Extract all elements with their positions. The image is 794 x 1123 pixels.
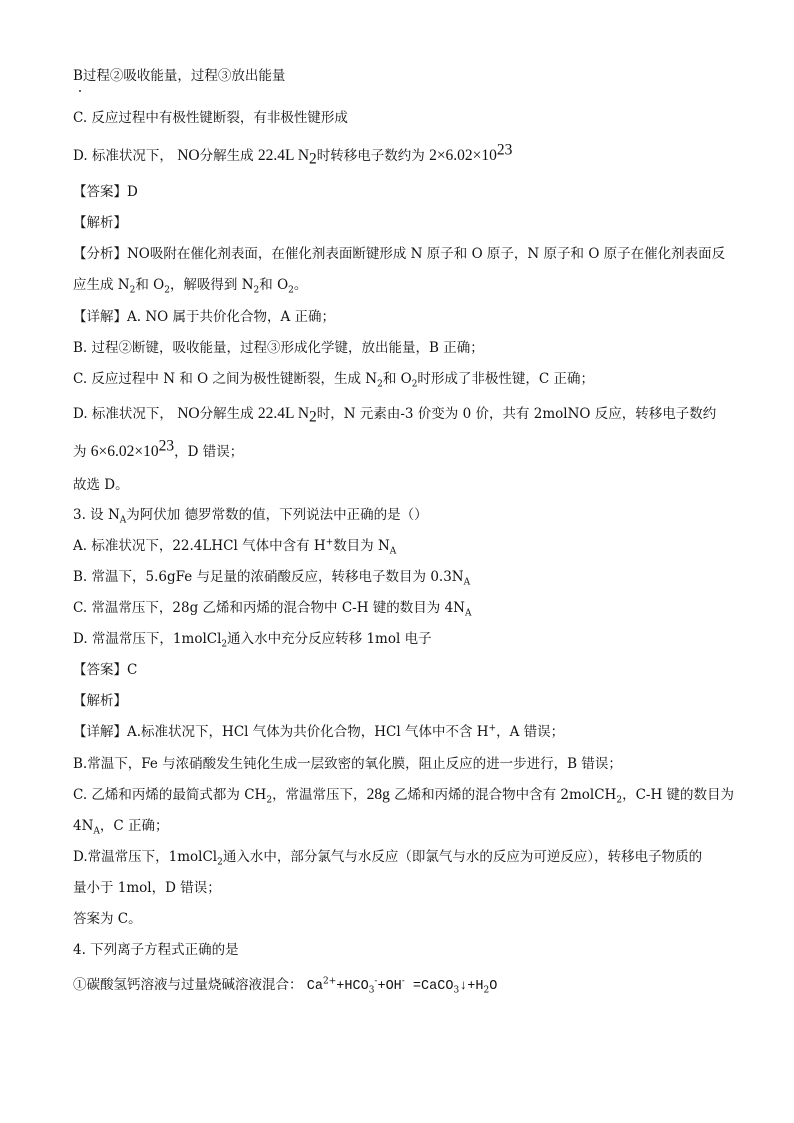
q3-detail-d2: 量小于 1mol，D 错误； [73, 880, 221, 896]
stray-dot [79, 90, 81, 92]
question-3: 3. 设 $N_A$为阿伏加 德罗常数的值，下列说法中正确的是（） [73, 507, 428, 526]
analysis-line-2: 应生成 $N_2$和 $O_2$，解吸得到 $N_2$和 $O_2$。 [73, 277, 308, 296]
detail-line-a: 【详解】A. NO 属于共价化合物，A 正确； [73, 309, 336, 325]
q3-detail-c2: $4N_A$，C 正确； [73, 818, 169, 837]
option-c-line: C. 反应过程中有极性键断裂，有非极性键形成 [73, 110, 348, 126]
analysis-label-1: 【解析】 [73, 215, 127, 231]
detail-line-b: B. 过程②断键，吸收能量，过程③形成化学键，放出能量，B 正确； [73, 340, 484, 356]
analysis-label-2: 【解析】 [73, 693, 127, 709]
detail-line-c: C. 反应过程中 N 和 O 之间为极性键断裂，生成 $N_2$和 $O_2$时形成了非极性键，C 正确； [73, 371, 595, 390]
q3-detail-d: D.常温常压下，1molCl$_2$通入水中，部分氯气与水反应（即氯气与水的反应为可逆反应），转移电子物质的 [73, 849, 703, 868]
conclusion-line-1: 故选 D。 [73, 477, 129, 493]
q3-detail-c: C. 乙烯和丙烯的最简式都为 $CH_2$，常温常压下，28g 乙烯和丙烯的混合物中含有 2molCH$_2$，C-H 键的数目为 [73, 786, 735, 806]
answer-label-2: 【答案】C [73, 662, 138, 678]
option-b-line: B过程②吸收能量，过程③放出能量 [73, 68, 286, 84]
detail-line-d2: 为 $6\times 6.02\times 10^{23}$，D 错误； [73, 437, 244, 460]
q3-option-d: D. 常温常压下，1molCl$_2$通入水中充分反应转移 1mol 电子 [73, 631, 432, 650]
q4-item-1: ①碳酸氢钙溶液与过量烧碱溶液混合： $Ca^{2+}+HCO_3^-+OH^-$ $=CaCO_3↓+H_2O$ [73, 976, 498, 996]
answer-label-1: 【答案】D [73, 184, 138, 200]
q3-option-a: A. 标准状况下，22.4LHCl 气体中含有 H+数目为 $N_A$ [73, 537, 397, 557]
option-d-line: D. 标准状况下， NO分解生成 22.4L $N_2$时转移电子数约为 $2\times 6.02\times 10^{23}$ [73, 141, 513, 168]
q3-option-b: B. 常温下，5.6gFe 与足量的浓硝酸反应，转移电子数目为 $0.3N_A$ [73, 569, 471, 588]
question-4: 4. 下列离子方程式正确的是 [73, 942, 239, 958]
q3-option-c: C. 常温常压下，28g 乙烯和丙烯的混合物中 C-H 键的数目为 $4N_A$ [73, 600, 472, 619]
q3-detail-b: B.常温下，Fe 与浓硝酸发生钝化生成一层致密的氧化膜，阻止反应的进一步进行，B 错误； [73, 756, 622, 772]
conclusion-line-2: 答案为 C。 [73, 911, 142, 927]
q3-detail-a: 【详解】A.标准状况下，HCl 气体为共价化合物，HCl 气体中不含 H+，A 错误； [73, 723, 565, 740]
detail-line-d: D. 标准状况下， NO分解生成 22.4L $N_2$时，N 元素由-3 价变为 0 价，共有 2molNO 反应，转移电子数约 [73, 405, 717, 426]
analysis-line-1: 【分析】NO吸附在催化剂表面，在催化剂表面断键形成 N 原子和 O 原子，N 原子和 O 原子在催化剂表面反 [73, 246, 726, 262]
